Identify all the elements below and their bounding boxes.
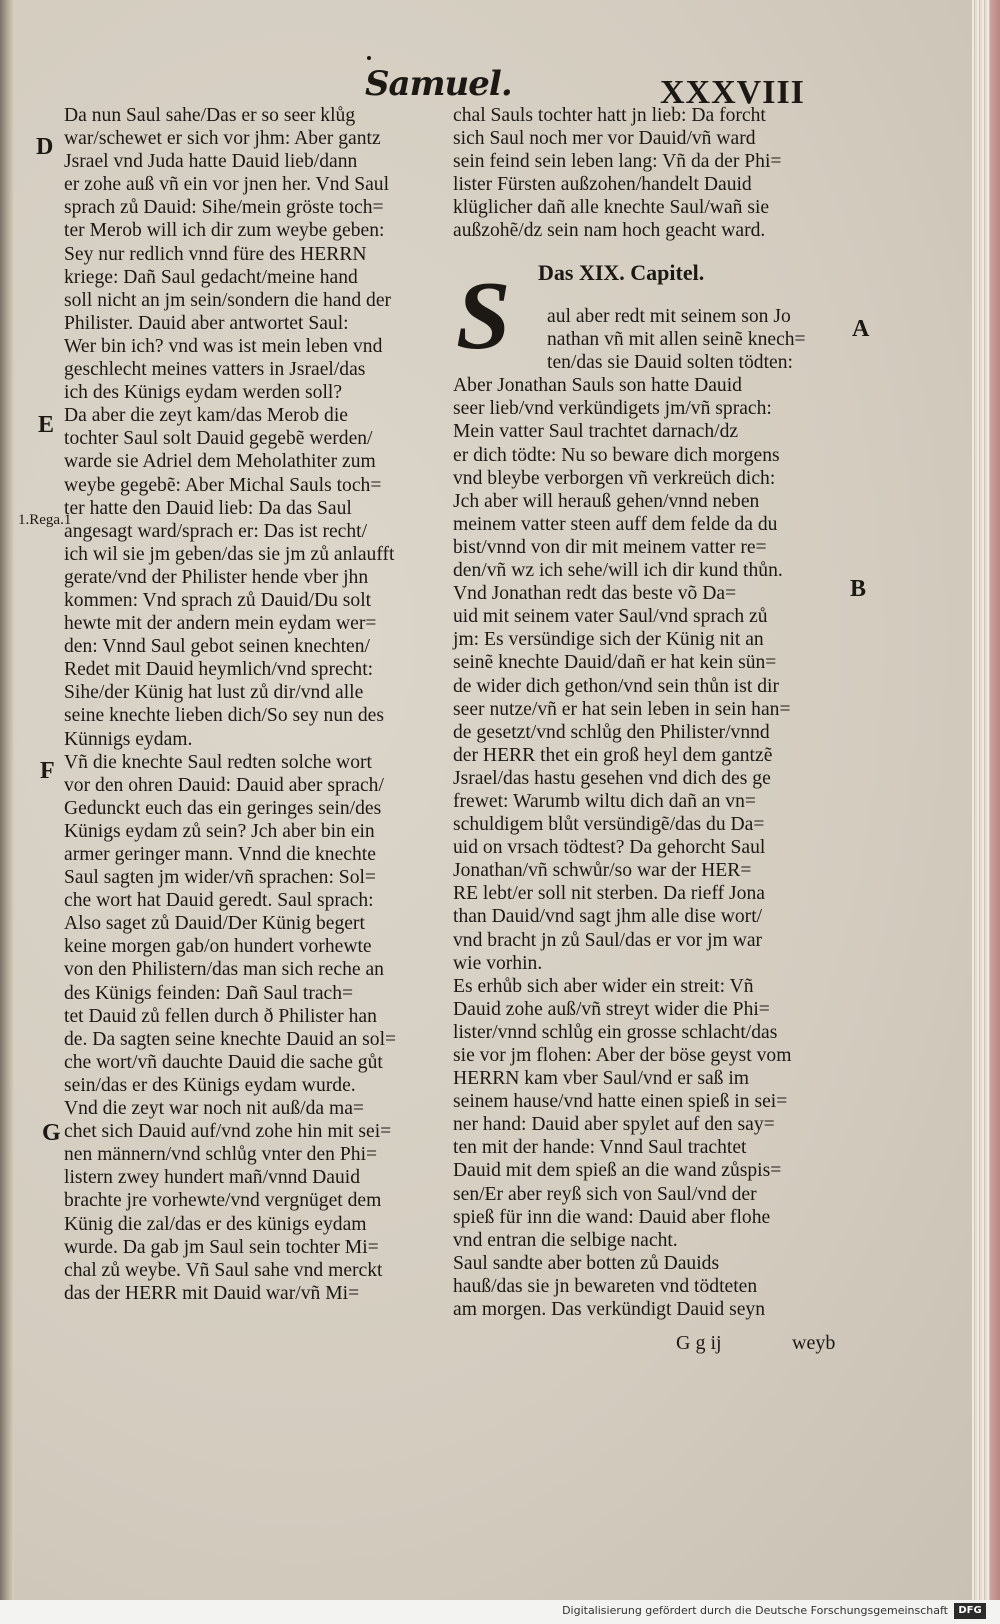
text-line: chal Sauls tochter hatt jn lieb: Da forcht (453, 105, 766, 126)
text-line: Jsrael/das hastu gesehen vnd dich des ge (453, 767, 771, 789)
dfg-logo: DFG (954, 1603, 986, 1619)
text-line: uid on vrsach tödtest? Da gehorcht Saul (453, 837, 766, 859)
text-line: che wort/vñ dauchte Dauid die sache gůt (64, 1051, 383, 1073)
footer-credit: Digitalisierung gefördert durch die Deutsche Forschungsgemeinschaft (562, 1604, 948, 1617)
text-line: HERRN kam vber Saul/vnd er saß im (453, 1068, 750, 1090)
text-line: tet Dauid zů fellen durch ð Philister han (64, 1005, 377, 1027)
text-line: der HERR thet ein groß heyl dem gantzẽ (453, 744, 773, 766)
text-line: Vñ die knechte Saul redten solche wort (64, 751, 372, 773)
text-line: des Künigs feinden: Dañ Saul trach= (64, 982, 354, 1004)
text-line: seinẽ knechte Dauid/dañ er hat kein sün= (453, 652, 777, 674)
text-line: gerate/vnd der Philister hende vber jhn (64, 566, 369, 588)
page-edges (972, 0, 990, 1600)
text-line: Philister. Dauid aber antwortet Saul: (64, 312, 349, 334)
text-line: de wider dich gethon/vnd sein thůn ist dir (453, 675, 779, 697)
text-line: ich des Künigs eydam werden soll? (64, 382, 343, 404)
text-line: warde sie Adriel dem Meholathiter zum (64, 451, 376, 473)
text-line: de. Da sagten seine knechte Dauid an sol= (64, 1028, 397, 1050)
text-line: frewet: Warumb wiltu dich dañ an vn= (453, 790, 756, 812)
text-line: wurde. Da gab jm Saul sein tochter Mi= (64, 1236, 379, 1258)
margin-mark-a: A (852, 316, 870, 342)
text-line: kriege: Dañ Saul gedacht/meine hand (64, 266, 358, 288)
margin-reference: 1.Rega.1 (18, 512, 72, 528)
running-head: Samuel. (365, 64, 512, 104)
text-line: vnd bleybe verborgen vñ verkreüch dich: (453, 467, 776, 489)
text-line: bist/vnnd von dir mit meinem vatter re= (453, 536, 767, 558)
text-line: Künigs eydam zů sein? Jch aber bin ein (64, 820, 375, 842)
right-column-top (453, 104, 781, 243)
text-line: aul aber redt mit seinem son Jo (547, 306, 791, 327)
text-line: jm: Es versündige sich der Künig nit an (453, 629, 764, 651)
text-line: nathan vñ mit allen seinẽ knech= (547, 329, 806, 351)
margin-mark-d: D (36, 134, 54, 160)
text-line: de gesetzt/vnd schlůg den Philister/vnnd (453, 721, 770, 743)
drop-cap: S (456, 262, 511, 370)
text-line: er dich tödte: Nu so beware dich morgens (453, 444, 780, 466)
text-line: am morgen. Das verkündigt Dauid seyn (453, 1299, 765, 1321)
text-line: Es erhůb sich aber wider ein streit: Vñ (453, 975, 754, 997)
text-line: Jonathan/vñ schwůr/so war der HER= (453, 860, 752, 882)
text-line: ter Merob will ich dir zum weybe geben: (64, 220, 385, 242)
text-line: ich wil sie jm geben/das sie jm zů anlaufft (64, 543, 395, 565)
catchword: weyb (792, 1332, 836, 1354)
text-line: vnd bracht jn zů Saul/das er vor jm war (453, 929, 763, 951)
text-line: Jch aber will herauß gehen/vnnd neben (453, 490, 760, 512)
book-spine (0, 0, 14, 1600)
text-line: Redet mit Dauid heymlich/vnd sprecht: (64, 659, 374, 681)
margin-mark-f: F (40, 758, 55, 784)
text-line: seine knechte lieben dich/So sey nun des (64, 705, 384, 727)
text-line: Jsrael vnd Juda hatte Dauid lieb/dann (64, 151, 358, 173)
text-line: Künig die zal/das er des künigs eydam (64, 1213, 367, 1235)
text-line: soll nicht an jm sein/sondern die hand der (64, 289, 392, 311)
text-line: den: Vnnd Saul gebot seinen knechten/ (64, 636, 370, 658)
text-line: brachte jre vorhewte/vnd vergnüget dem (64, 1190, 382, 1212)
text-line: ten mit der hande: Vnnd Saul trachtet (453, 1137, 747, 1159)
text-line: RE lebt/er soll nit sterben. Da rieff Jona (453, 883, 765, 905)
text-line: Da aber die zeyt kam/das Merob die (64, 405, 348, 427)
text-line: seer lieb/vnd verkündigets jm/vñ sprach: (453, 398, 772, 420)
text-line: che wort hat Dauid geredt. Saul sprach: (64, 890, 374, 912)
text-line: seer nutze/vñ er hat sein leben in sein han= (453, 698, 791, 720)
text-line: uid mit seinem vater Saul/vnd sprach zů (453, 606, 768, 628)
margin-mark-e: E (38, 412, 55, 438)
text-line: sein feind sein leben lang: Vñ da der Phi= (453, 151, 782, 173)
folio-number: XXXVIII (660, 74, 805, 111)
text-line: meinem vatter steen auff dem felde da du (453, 513, 778, 535)
text-line: ner hand: Dauid aber spylet auf den say= (453, 1114, 775, 1136)
text-line: schuldigem blůt versündigẽ/das du Da= (453, 814, 765, 836)
text-line: vor den ohren Dauid: Dauid aber sprach/ (64, 774, 384, 796)
decorative-dot (367, 56, 371, 60)
text-line: nen männern/vnd schlůg vnter den Phi= (64, 1144, 378, 1166)
text-line: Also saget zů Dauid/Der Künig begert (64, 913, 365, 935)
text-line: den/vñ wz ich sehe/will ich dir kund thůn. (453, 560, 783, 582)
text-line: spieß für inn die wand: Dauid aber flohe (453, 1206, 771, 1228)
text-line: ten/das sie Dauid solten tödten: (547, 352, 793, 374)
text-line: lister/vnnd schlůg ein grosse schlacht/das (453, 1021, 778, 1043)
text-line: weybe gegebẽ: Aber Michal Sauls toch= (64, 474, 382, 496)
text-line: Künnigs eydam. (64, 728, 193, 750)
text-line: Mein vatter Saul trachtet darnach/dz (453, 421, 739, 443)
text-line: wie vorhin. (453, 952, 543, 974)
text-line: sein/das er des Künigs eydam wurde. (64, 1074, 356, 1096)
text-line: Vnd die zeyt war noch nit auß/da ma= (64, 1098, 364, 1120)
text-line: sich Saul noch mer vor Dauid/vñ ward (453, 128, 756, 150)
signature-mark: G g ij (676, 1332, 722, 1354)
text-line: hewte mit der andern mein eydam wer= (64, 613, 377, 635)
text-line: lister Fürsten außzohen/handelt Dauid (453, 174, 752, 196)
text-line: außzohẽ/dz sein nam hoch geacht ward. (453, 220, 766, 242)
text-line: Sihe/der Künig hat lust zů dir/vnd alle (64, 682, 364, 704)
text-line: sprach zů Dauid: Sihe/mein gröste toch= (64, 197, 384, 219)
chapter-heading: Das XIX. Capitel. (538, 260, 705, 285)
text-line: armer geringer mann. Vnnd die knechte (64, 844, 376, 865)
left-column (64, 104, 396, 1305)
text-line: tochter Saul solt Dauid gegebẽ werden/ (64, 428, 373, 450)
footer-bar (0, 1600, 1000, 1624)
text-line: hauß/das sie jn bewareten vnd tödteten (453, 1275, 758, 1297)
text-line: seinem hause/vnd hatte einen spieß in sei= (453, 1091, 788, 1113)
text-line: keine morgen gab/on hundert vorhewte (64, 936, 372, 958)
text-line: klüglicher dañ alle knechte Saul/wañ sie (453, 197, 770, 219)
text-line: chet sich Dauid auf/vnd zohe hin mit sei= (64, 1121, 392, 1143)
text-line: Saul sandte aber botten zů Dauids (453, 1252, 720, 1274)
text-line: angesagt ward/sprach er: Das ist recht/ (64, 520, 368, 542)
margin-mark-g: G (42, 1120, 61, 1146)
text-line: von den Philistern/das man sich reche an (64, 959, 384, 981)
text-line: Dauid mit dem spieß an die wand zůspis= (453, 1160, 782, 1182)
text-line: than Dauid/vnd sagt jhm alle dise wort/ (453, 906, 763, 928)
text-line: vnd entran die selbige nacht. (453, 1229, 678, 1251)
text-line: Vnd Jonathan redt das beste võ Da= (453, 583, 737, 605)
text-line: kommen: Vnd sprach zů Dauid/Du solt (64, 589, 372, 611)
text-line: Wer bin ich? vnd was ist mein leben vnd (64, 335, 383, 357)
text-line: geschlecht meines vatters in Jsrael/das (64, 359, 366, 381)
text-line: Gedunckt euch das ein geringes sein/des (64, 797, 382, 819)
text-line: listern zwey hundert mañ/vnnd Dauid (64, 1167, 361, 1189)
red-page-edge (990, 0, 1000, 1600)
text-line: war/schewet er sich vor jhm: Aber gantz (64, 128, 381, 150)
text-line: Da nun Saul sahe/Das er so seer klůg (64, 105, 356, 126)
text-line: Dauid zohe auß/vñ streyt wider die Phi= (453, 998, 770, 1020)
text-line: Saul sagten jm wider/vñ sprachen: Sol= (64, 867, 376, 889)
margin-mark-b: B (850, 576, 867, 602)
text-line: ter hatte den Dauid lieb: Da das Saul (64, 497, 352, 519)
text-line: das der HERR mit Dauid war/vñ Mi= (64, 1282, 360, 1304)
right-column-chapter (453, 305, 806, 1321)
text-line: chal zů weybe. Vñ Saul sahe vnd merckt (64, 1259, 383, 1281)
text-line: Sey nur redlich vnnd füre des HERRN (64, 243, 367, 265)
text-line: Aber Jonathan Sauls son hatte Dauid (453, 375, 742, 397)
text-line: sie vor jm flohen: Aber der böse geyst vom (453, 1045, 792, 1066)
text-line: er zohe auß vñ ein vor jnen her. Vnd Saul (64, 174, 390, 196)
text-line: sen/Er aber reyß sich von Saul/vnd der (453, 1183, 757, 1205)
